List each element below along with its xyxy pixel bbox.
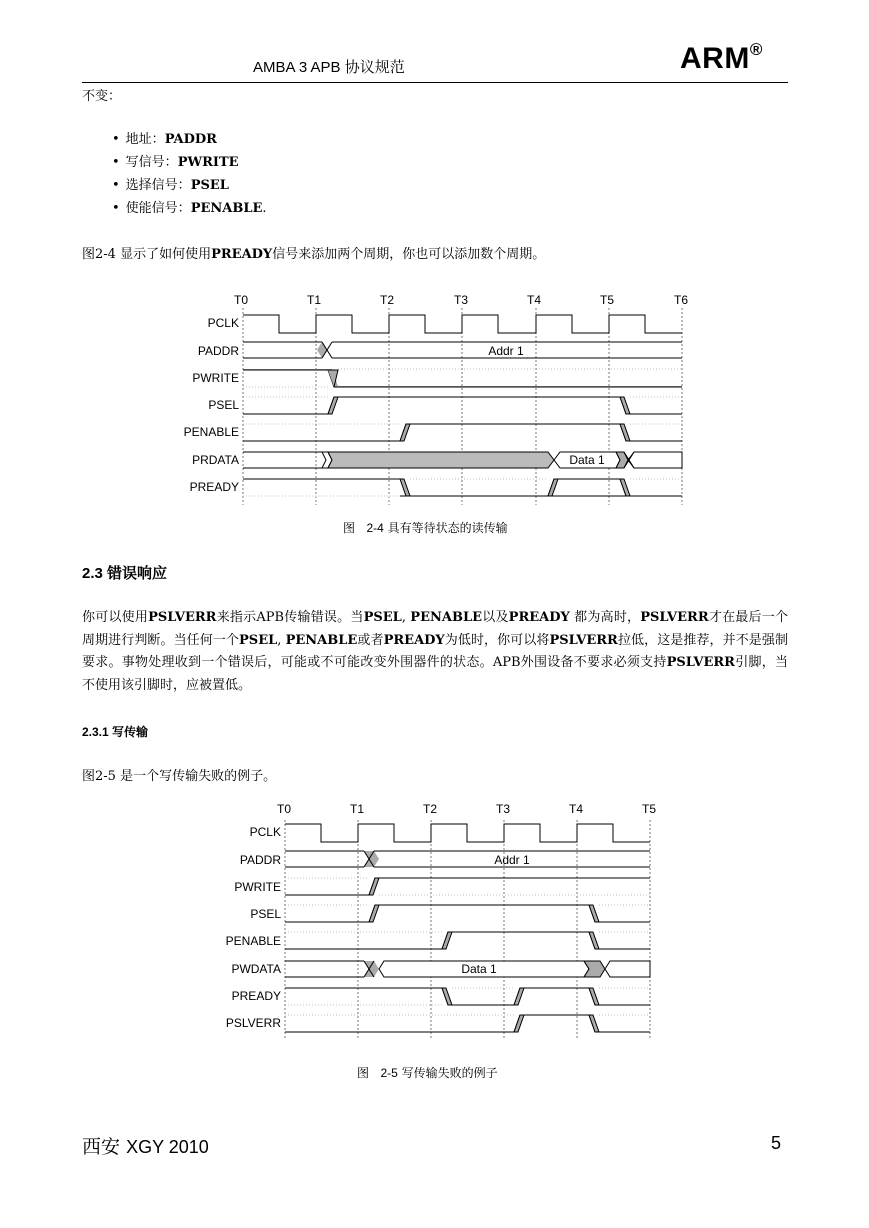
signal-label: PWRITE bbox=[234, 880, 281, 894]
data-value-label: Data 1 bbox=[461, 962, 497, 976]
signal-label: PADDR bbox=[197, 344, 239, 358]
signal-label: PSEL bbox=[250, 907, 281, 921]
list-item: • 使能信号：PENABLE. bbox=[112, 197, 267, 220]
time-label: T5 bbox=[642, 802, 657, 816]
signal-label: PREADY bbox=[189, 480, 239, 494]
psel-waveform bbox=[243, 397, 682, 414]
list-item: • 选择信号：PSEL bbox=[112, 174, 267, 197]
registered-mark: ® bbox=[749, 40, 763, 59]
pclk-waveform bbox=[285, 824, 650, 842]
signal-label: PCLK bbox=[207, 316, 239, 330]
signal-label: PCLK bbox=[249, 825, 281, 839]
list-item: • 写信号：PWRITE bbox=[112, 151, 267, 174]
header-divider bbox=[82, 82, 788, 83]
time-label: T2 bbox=[380, 293, 395, 307]
signal-label: PADDR bbox=[239, 853, 281, 867]
pready-waveform bbox=[243, 479, 682, 496]
error-response-paragraph: 你可以使用PSLVERR来指示APB传输错误。当PSEL, PENABLE以及PREADY 都为高时，PSLVERR才在最后一个周期进行判断。当任何一个PSEL, PENABLE或者PREADY为低时，你可以将PSLVERR拉低，这是推荐，并不是强制要求。事物处理收到一个错误后，可能或不可能改变外围器件的状态。APB外围设备不要求必须支持PSLVERR引脚，当不使用该引脚时，应被置低。 bbox=[82, 610, 788, 693]
pclk-waveform bbox=[243, 315, 682, 333]
time-label: T0 bbox=[234, 293, 249, 307]
time-label: T3 bbox=[454, 293, 469, 307]
list-item: • 地址：PADDR bbox=[112, 128, 267, 151]
signal-label: PSLVERR bbox=[225, 1016, 281, 1030]
figure-2-4-intro: 图2-4 显示了如何使用PREADY信号来添加两个周期，你也可以添加数个周期。 bbox=[82, 247, 546, 262]
footer-credit: 西安 XGY 2010 bbox=[82, 1136, 209, 1158]
time-label: T0 bbox=[277, 802, 292, 816]
figure-2-5-caption: 图 2-5 写传输失败的例子 bbox=[357, 1066, 498, 1080]
figure-2-5-intro: 图2-5 是一个写传输失败的例子。 bbox=[82, 769, 277, 784]
paddr-waveform bbox=[285, 851, 650, 867]
page-number: 5 bbox=[771, 1133, 782, 1153]
addr-value-label: Addr 1 bbox=[494, 853, 530, 867]
time-label: T1 bbox=[307, 293, 322, 307]
penable-waveform bbox=[243, 424, 682, 441]
signal-label: PWRITE bbox=[192, 371, 239, 385]
prdata-waveform bbox=[243, 452, 682, 468]
arm-logo: ARM® bbox=[680, 40, 763, 75]
intro-text: 不变： bbox=[82, 89, 122, 104]
subsection-heading: 2.3.1 写传输 bbox=[82, 725, 149, 739]
time-label: T1 bbox=[350, 802, 365, 816]
pwrite-waveform bbox=[243, 369, 682, 387]
addr-value-label: Addr 1 bbox=[488, 344, 524, 358]
data-value-label: Data 1 bbox=[569, 453, 605, 467]
signal-label: PREADY bbox=[231, 989, 281, 1003]
timing-diagram-2-5 bbox=[210, 800, 670, 1042]
signal-label: PENABLE bbox=[225, 934, 281, 948]
signal-label: PENABLE bbox=[183, 425, 239, 439]
signal-label: PSEL bbox=[208, 398, 239, 412]
time-label: T2 bbox=[423, 802, 438, 816]
signal-label: PWDATA bbox=[231, 962, 281, 976]
time-label: T4 bbox=[527, 293, 542, 307]
document-title: AMBA 3 APB 协议规范 bbox=[253, 59, 405, 76]
unchanged-signal-list bbox=[112, 128, 267, 220]
section-heading: 2.3 错误响应 bbox=[82, 565, 168, 582]
time-label: T4 bbox=[569, 802, 584, 816]
time-label: T5 bbox=[600, 293, 615, 307]
signal-label: PRDATA bbox=[192, 453, 239, 467]
time-label: T6 bbox=[674, 293, 689, 307]
pwrite-waveform bbox=[285, 878, 650, 895]
time-label: T3 bbox=[496, 802, 511, 816]
timing-diagram-2-4 bbox=[170, 288, 710, 510]
paddr-waveform bbox=[243, 342, 682, 358]
figure-2-4-caption: 图 2-4 具有等待状态的读传输 bbox=[343, 521, 508, 535]
